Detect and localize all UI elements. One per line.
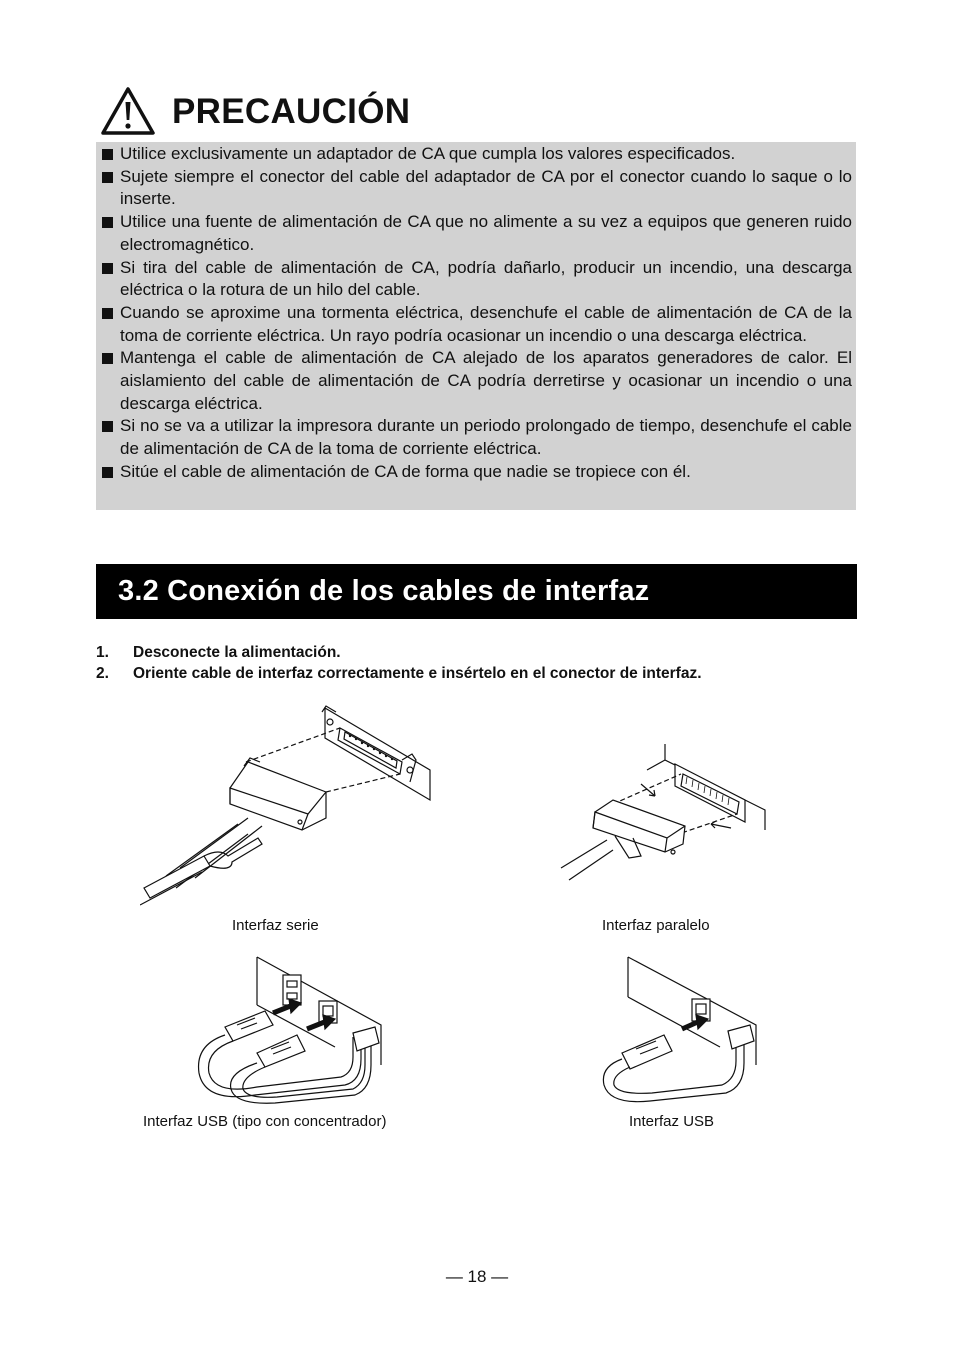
step-text: Oriente cable de interfaz correctamente e insértelo en el conector de interfaz. [133,665,702,682]
square-bullet-icon [102,421,113,432]
serial-caption: Interfaz serie [232,917,319,934]
page-number: — 18 — [445,1267,509,1286]
square-bullet-icon [102,172,113,183]
square-bullet-icon [102,149,113,160]
caution-title: PRECAUCIÓN [172,92,411,131]
section-title: 3.2 Conexión de los cables de interfaz [118,575,650,607]
square-bullet-icon [102,263,113,274]
caution-item: Mantenga el cable de alimentación de CA alejado de los aparatos generadores de calor. El aislamiento del cable de alimentación de CA podría derretirse y ocasionar un incendio o una descarga eléctrica. [102,347,852,415]
step-number: 1. [96,644,109,661]
parallel-interface-illustration [555,740,775,890]
steps-list [96,642,856,684]
warning-triangle-icon [100,86,156,136]
usb-interface-illustration [600,955,760,1110]
serial-interface-illustration [140,700,450,915]
caution-item: Utilice una fuente de alimentación de CA que no alimente a su vez a equipos que generen ruido electromagnético. [102,211,852,256]
caution-header [100,86,600,138]
square-bullet-icon [102,467,113,478]
step-item [96,642,856,663]
square-bullet-icon [102,353,113,364]
caution-item: Utilice exclusivamente un adaptador de CA que cumpla los valores especificados. [102,143,852,166]
caution-item: Si no se va a utilizar la impresora durante un periodo prolongado de tiempo, desenchufe el cable de alimentación de CA de la toma de corriente eléctrica. [102,415,852,460]
step-number: 2. [96,665,109,682]
step-item [96,663,856,684]
caution-item: Sitúe el cable de alimentación de CA de forma que nadie se tropiece con él. [102,461,852,484]
caution-list [102,143,852,484]
usb-hub-interface-illustration [185,955,390,1110]
usb-caption: Interfaz USB [629,1113,715,1130]
caution-item: Sujete siempre el conector del cable del adaptador de CA por el conector cuando lo saque o lo inserte. [102,166,852,211]
step-text: Desconecte la alimentación. [133,644,341,661]
caution-box [96,142,856,510]
section-heading-bar [96,564,857,619]
parallel-caption: Interfaz paralelo [602,917,710,934]
square-bullet-icon [102,217,113,228]
usb-hub-caption: Interfaz USB (tipo con concentrador) [143,1113,387,1130]
caution-item: Si tira del cable de alimentación de CA, podría dañarlo, producir un incendio, una descarga eléctrica o la rotura de un hilo del cable. [102,257,852,302]
square-bullet-icon [102,308,113,319]
caution-item: Cuando se aproxime una tormenta eléctrica, desenchufe el cable de alimentación de CA de la toma de corriente eléctrica. Un rayo podría ocasionar un incendio o una descarga eléctrica. [102,302,852,347]
